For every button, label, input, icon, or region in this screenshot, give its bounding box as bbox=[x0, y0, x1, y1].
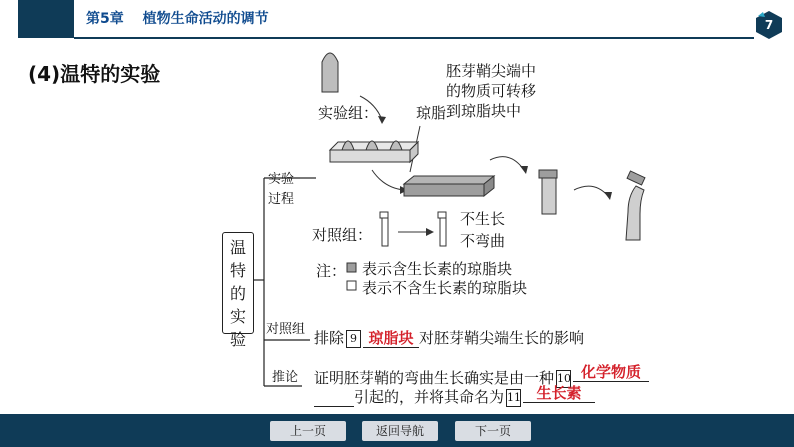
experiment-group-label: 实验组： bbox=[318, 104, 379, 122]
page-number: 7 bbox=[764, 18, 774, 32]
branch-control: 对照组 bbox=[266, 322, 306, 337]
control-group-label: 对照组： bbox=[312, 226, 373, 244]
control-sentence: 排除 9 琼脂块 对胚芽鞘尖端生长的影响 bbox=[314, 329, 585, 347]
answer-auxin: 生长素 bbox=[523, 384, 595, 403]
blank-number-9: 9 bbox=[346, 330, 361, 348]
answer-agar-block: 琼脂块 bbox=[363, 329, 419, 348]
branch-process-2: 过程 bbox=[268, 192, 295, 207]
agar-label: 琼脂 bbox=[416, 104, 447, 122]
back-to-nav-button[interactable]: 返回导航 bbox=[362, 421, 438, 441]
note-line-2: 的物质可转移 bbox=[446, 82, 537, 100]
no-bending-label: 不弯曲 bbox=[460, 232, 506, 250]
inference-line-1: 证明胚芽鞘的弯曲生长确实是由一种 10 化学物质 bbox=[314, 369, 649, 388]
prev-page-button[interactable]: 上一页 bbox=[270, 421, 346, 441]
legend-prefix: 注： bbox=[316, 262, 347, 280]
side-label: 温 特 的 实 验 bbox=[229, 238, 246, 349]
legend-with-auxin: 表示含生长素的琼脂块 bbox=[362, 260, 513, 278]
blank-number-10: 10 bbox=[556, 370, 571, 388]
legend-without-auxin: 表示不含生长素的琼脂块 bbox=[362, 279, 528, 297]
inference-line-2: 引起的，并将其命名为 11 生长素 bbox=[314, 388, 595, 407]
no-growth-label: 不生长 bbox=[460, 210, 506, 228]
note-line-3: 到琼脂块中 bbox=[446, 102, 522, 120]
agar-without-auxin-icon bbox=[347, 281, 356, 290]
answer-chemical: 化学物质 bbox=[573, 363, 649, 382]
note-line-1: 胚芽鞘尖端中 bbox=[446, 62, 537, 80]
blank-number-11: 11 bbox=[506, 389, 521, 407]
next-page-button[interactable]: 下一页 bbox=[455, 421, 531, 441]
coleoptile-tip-icon bbox=[322, 53, 338, 92]
agar-with-auxin-icon bbox=[347, 263, 356, 272]
section-title: (4)温特的实验 bbox=[28, 62, 161, 86]
branch-process-1: 实验 bbox=[268, 172, 295, 187]
chapter-number: 第5章 bbox=[86, 11, 124, 27]
branch-inference: 推论 bbox=[272, 370, 299, 385]
chapter-name: 植物生命活动的调节 bbox=[142, 11, 269, 27]
